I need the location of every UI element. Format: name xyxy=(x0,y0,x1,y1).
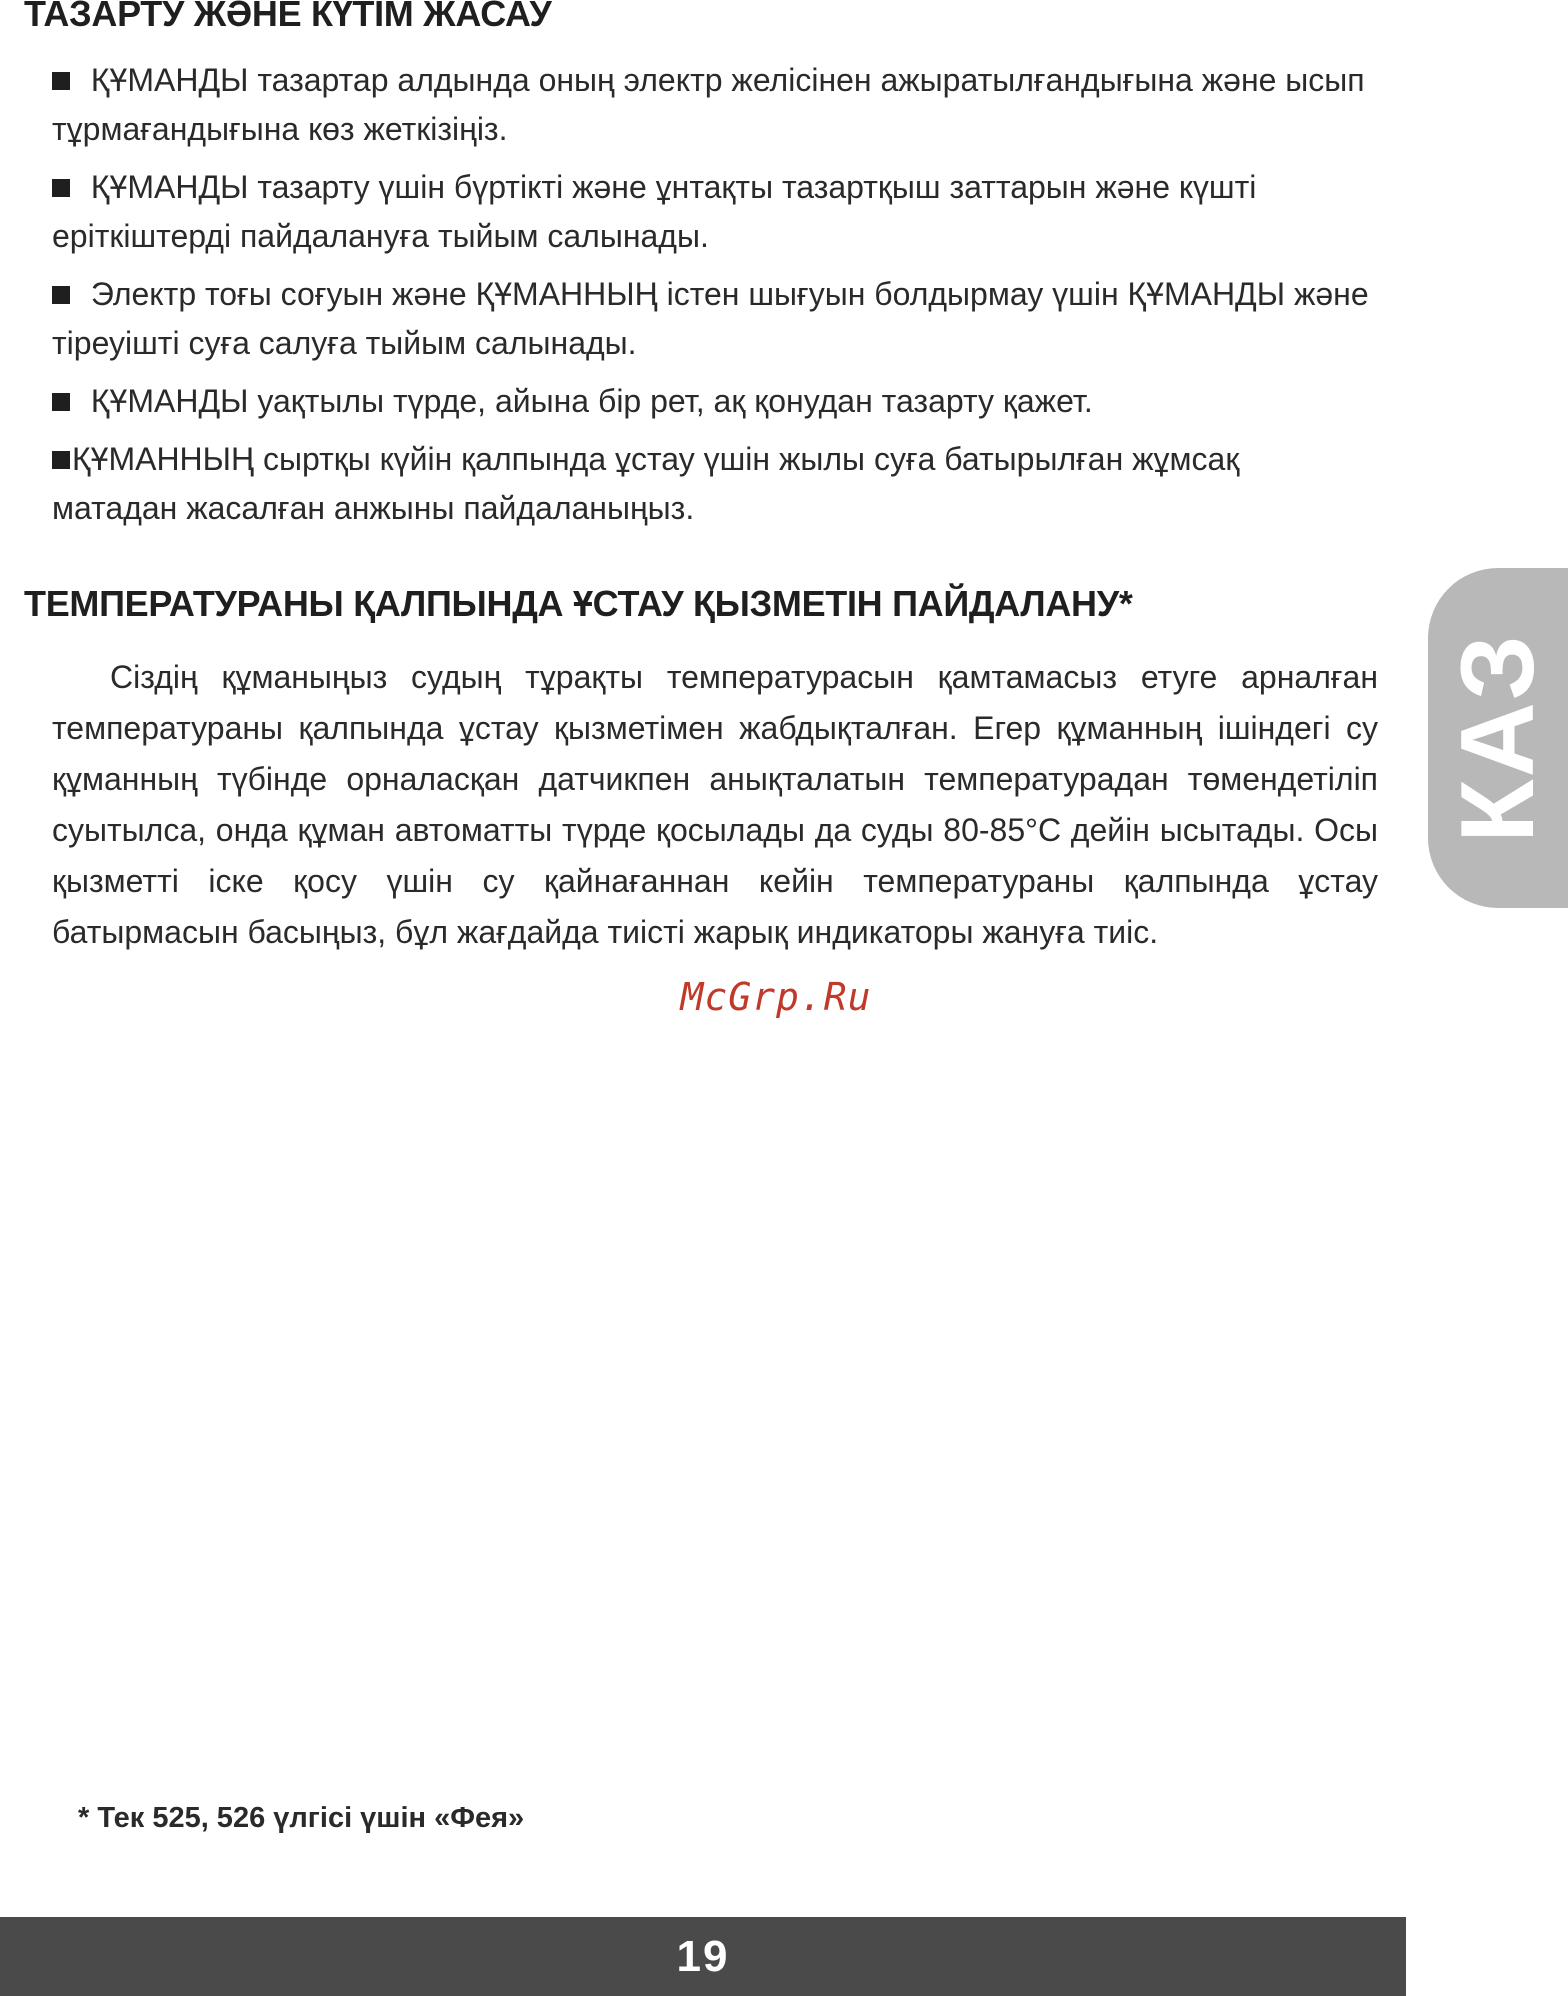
page-number: 19 xyxy=(676,1931,730,1981)
list-item xyxy=(52,435,1372,533)
square-bullet-icon xyxy=(52,393,70,411)
square-bullet-icon xyxy=(52,286,70,304)
temperature-paragraph: Сіздің құманыңыз судың тұрақты температурасын қамтамасыз етуге арналған температураны қалпында ұстау қызметімен жабдықталған. Егер құманның ішіндегі су құманның түбінде орналасқан датчикпен анықталатын температурадан төмендетіліп суытылса, онда құман автоматты түрде қосылады да суды 80-85°С дейін ысытады. Осы қызметті іске қосу үшін су қайнағаннан кейін температураны қалпында ұстау батырмасын басыңыз, бұл жағдайда тиісті жарық индикаторы жануға тиіс. xyxy=(52,659,1378,950)
list-item-text: ҚҰМАНДЫ тазартар алдында оның электр желісінен ажыратылғандығына және ысып тұрмағандығына көз жеткізіңіз. xyxy=(52,62,1365,147)
list-item xyxy=(52,377,1372,426)
watermark-link[interactable]: McGrp.Ru xyxy=(680,975,872,1019)
list-item xyxy=(52,56,1372,154)
list-item-text: ҚҰМАННЫҢ сыртқы күйін қалпында ұстау үшін жылы суға батырылған жұмсақ матадан жасалған анжыны пайдаланыңыз. xyxy=(52,441,1240,526)
list-item-text: ҚҰМАНДЫ уақтылы түрде, айына бір рет, ақ қонудан тазарту қажет. xyxy=(82,383,1093,419)
section-heading-temperature: ТЕМПЕРАТУРАНЫ ҚАЛПЫНДА ҰСТАУ ҚЫЗМЕТІН ПАЙДАЛАНУ* xyxy=(24,583,1133,624)
cleaning-list xyxy=(52,56,1372,542)
section-heading-cleaning: ТАЗАРТУ ЖӘНЕ КҮТІМ ЖАСАУ xyxy=(24,0,552,34)
square-bullet-icon xyxy=(52,72,70,90)
language-tab xyxy=(1428,568,1568,908)
list-item xyxy=(52,270,1372,368)
footnote: * Тек 525, 526 үлгісі үшін «Фея» xyxy=(78,1802,525,1834)
list-item-text: Электр тоғы соғуын және ҚҰМАННЫҢ істен шығуын болдырмау үшін ҚҰМАНДЫ және тіреуішті суға салуға тыйым салынады. xyxy=(52,276,1369,361)
square-bullet-icon xyxy=(52,179,70,197)
list-item xyxy=(52,163,1372,261)
footer-bar xyxy=(0,1917,1406,1996)
language-tab-label: КАЗ xyxy=(1440,633,1556,843)
square-bullet-icon xyxy=(52,451,70,469)
list-item-text: ҚҰМАНДЫ тазарту үшін бүртікті және ұнтақты тазартқыш заттарын және күшті еріткіштерді пайдалануға тыйым салынады. xyxy=(52,169,1257,254)
